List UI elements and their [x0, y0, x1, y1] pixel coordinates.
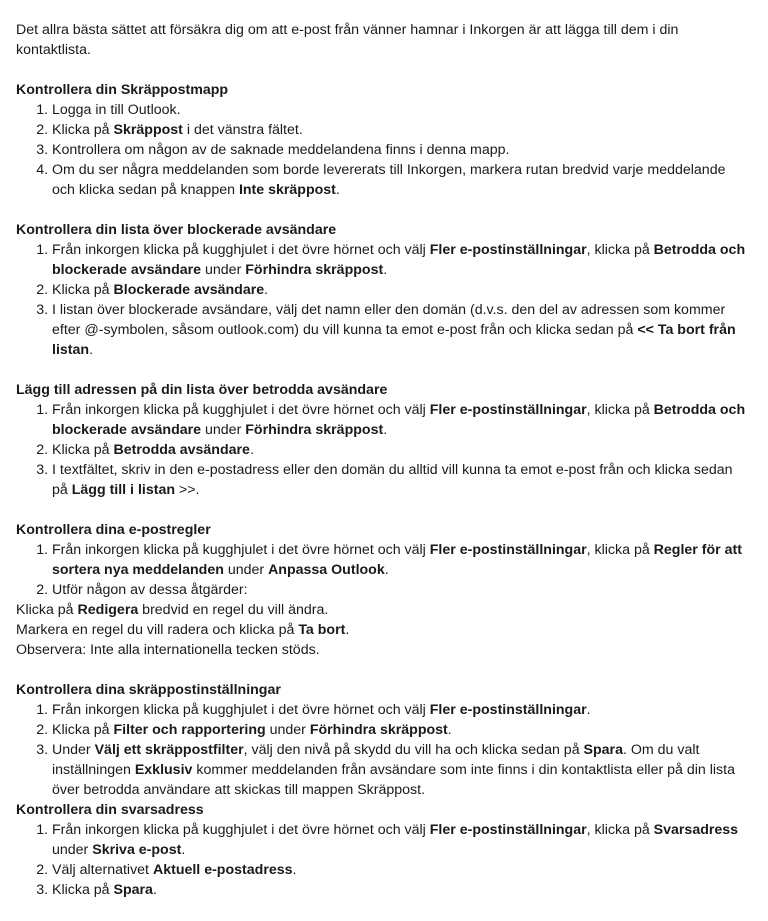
text-run: .: [89, 342, 94, 358]
bold-term: Ta bort: [298, 622, 346, 638]
bold-term: Spara: [583, 742, 623, 758]
list-item: [52, 460, 748, 500]
list-item: [52, 300, 748, 360]
section-heading: Kontrollera dina e-postregler: [16, 522, 211, 538]
section: [16, 680, 748, 800]
bold-term: Betrodda och blockerade avsändare: [52, 242, 746, 278]
bold-term: Betrodda avsändare: [113, 442, 250, 458]
list-item: [52, 540, 748, 580]
text-run: I listan över blockerade avsändare, välj det namn eller den domän (d.v.s. den del av adressen som kommer efter @-symbolen, såsom outlook.com) du vill kunna ta emot e-post från och klicka sedan på: [52, 302, 726, 338]
list-item: [52, 820, 748, 860]
bold-term: Fler e-postinställningar: [429, 402, 587, 418]
bold-term: Filter och rapportering: [113, 722, 266, 738]
section-heading: Kontrollera din lista över blockerade avsändare: [16, 222, 337, 238]
list-item: [52, 240, 748, 280]
text-run: I textfältet, skriv in den e-postadress eller den domän du alltid vill kunna ta emot e-post från och klicka sedan på: [52, 462, 733, 498]
list-item: [52, 580, 748, 600]
text-run: , klicka på: [586, 822, 654, 838]
sections-container: [16, 80, 748, 900]
text-run: .: [447, 722, 452, 738]
text-run: >>.: [175, 482, 200, 498]
bold-term: Regler för att sortera nya meddelanden: [52, 542, 742, 578]
text-run: .: [152, 882, 157, 898]
section: [16, 80, 748, 200]
text-run: Klicka på: [52, 882, 114, 898]
bold-term: Anpassa Outlook: [268, 562, 385, 578]
section: [16, 520, 748, 660]
text-run: under: [201, 422, 246, 438]
text-run: .: [383, 422, 388, 438]
text-run: Klicka på: [52, 722, 114, 738]
bold-term: Blockerade avsändare: [113, 282, 265, 298]
bold-term: Exklusiv: [134, 762, 193, 778]
list-item: [52, 100, 748, 120]
bold-term: Fler e-postinställningar: [429, 542, 587, 558]
bold-term: Förhindra skräppost: [309, 722, 448, 738]
text-run: , klicka på: [586, 402, 654, 418]
text-run: .: [384, 562, 389, 578]
text-run: Från inkorgen klicka på kugghjulet i det övre hörnet och välj: [52, 402, 430, 418]
text-run: Från inkorgen klicka på kugghjulet i det övre hörnet och välj: [52, 542, 430, 558]
bold-term: Skriva e-post: [92, 842, 182, 858]
text-run: .: [264, 282, 269, 298]
list-item: [52, 740, 748, 800]
list-item: [52, 400, 748, 440]
section-heading: Kontrollera dina skräppostinställningar: [16, 682, 281, 698]
text-run: , klicka på: [586, 542, 654, 558]
text-run: Klicka på: [16, 602, 78, 618]
numbered-steps: [16, 700, 748, 800]
text-run: i det vänstra fältet.: [182, 122, 303, 138]
text-run: Under: [52, 742, 95, 758]
list-item: [52, 140, 748, 160]
text-run: under: [265, 722, 310, 738]
bold-term: Förhindra skräppost: [245, 262, 384, 278]
list-item: [52, 720, 748, 740]
numbered-steps: [16, 240, 748, 360]
list-item: [52, 860, 748, 880]
bold-term: Spara: [113, 882, 153, 898]
text-run: Från inkorgen klicka på kugghjulet i det övre hörnet och välj: [52, 242, 430, 258]
list-item: [52, 120, 748, 140]
section: [16, 220, 748, 360]
text-run: , välj den nivå på skydd du vill ha och klicka sedan på: [243, 742, 584, 758]
bold-term: Välj ett skräppostfilter: [94, 742, 244, 758]
text-run: kommer meddelanden från avsändare som inte finns i din kontaktlista eller på din lista över betrodda användare att skickas till mappen Skräppost.: [52, 762, 735, 798]
text-run: Utför någon av dessa åtgärder:: [52, 582, 248, 598]
bold-term: Svarsadress: [653, 822, 739, 838]
plain-line: [16, 620, 748, 640]
section: [16, 380, 748, 500]
text-run: Logga in till Outlook.: [52, 102, 181, 118]
text-run: Kontrollera om någon av de saknade meddelandena finns i denna mapp.: [52, 142, 510, 158]
intro-paragraph: Det allra bästa sättet att försäkra dig om att e-post från vänner hamnar i Inkorgen är att lägga till dem i din kontaktlista.: [16, 22, 679, 58]
numbered-steps: [16, 540, 748, 600]
bold-term: Betrodda och blockerade avsändare: [52, 402, 746, 438]
text-run: Markera en regel du vill radera och klicka på: [16, 622, 299, 638]
text-run: Klicka på: [52, 442, 114, 458]
numbered-steps: [16, 820, 748, 900]
bold-term: Fler e-postinställningar: [429, 702, 587, 718]
text-run: Välj alternativet: [52, 862, 153, 878]
list-item: [52, 700, 748, 720]
bold-term: Förhindra skräppost: [245, 422, 384, 438]
bold-term: Aktuell e-postadress: [152, 862, 293, 878]
text-run: under: [201, 262, 246, 278]
bold-term: Skräppost: [113, 122, 183, 138]
text-run: under: [52, 842, 93, 858]
text-run: .: [292, 862, 297, 878]
text-run: .: [383, 262, 388, 278]
text-run: .: [249, 442, 254, 458]
text-run: Klicka på: [52, 122, 114, 138]
list-item: [52, 160, 748, 200]
bold-term: Fler e-postinställningar: [429, 242, 587, 258]
text-run: Från inkorgen klicka på kugghjulet i det övre hörnet och välj: [52, 702, 430, 718]
bold-term: Lägg till i listan: [71, 482, 175, 498]
section-heading: Lägg till adressen på din lista över betrodda avsändare: [16, 382, 388, 398]
list-item: [52, 280, 748, 300]
plain-line: [16, 640, 748, 660]
numbered-steps: [16, 100, 748, 200]
text-run: under: [223, 562, 269, 578]
text-run: Observera: Inte alla internationella tecken stöds.: [16, 642, 320, 658]
plain-line: [16, 600, 748, 620]
text-run: Från inkorgen klicka på kugghjulet i det övre hörnet och välj: [52, 822, 430, 838]
bold-term: Fler e-postinställningar: [429, 822, 587, 838]
text-run: bredvid en regel du vill ändra.: [138, 602, 329, 618]
text-run: . Om du valt inställningen: [52, 742, 700, 778]
text-run: .: [335, 182, 340, 198]
bold-term: Redigera: [77, 602, 139, 618]
section-heading: Kontrollera din svarsadress: [16, 802, 204, 818]
section: [16, 800, 748, 900]
section-heading: Kontrollera din Skräppostmapp: [16, 82, 229, 98]
text-run: .: [345, 622, 350, 638]
list-item: [52, 440, 748, 460]
numbered-steps: [16, 400, 748, 500]
bold-term: Inte skräppost: [238, 182, 336, 198]
text-run: Om du ser några meddelanden som borde levererats till Inkorgen, markera rutan bredvid varje meddelande och klicka sedan på knappen: [52, 162, 726, 198]
list-item: [52, 880, 748, 900]
text-run: Klicka på: [52, 282, 114, 298]
text-run: .: [586, 702, 591, 718]
bold-term: << Ta bort från listan: [52, 322, 736, 358]
text-run: , klicka på: [586, 242, 654, 258]
text-run: .: [181, 842, 186, 858]
